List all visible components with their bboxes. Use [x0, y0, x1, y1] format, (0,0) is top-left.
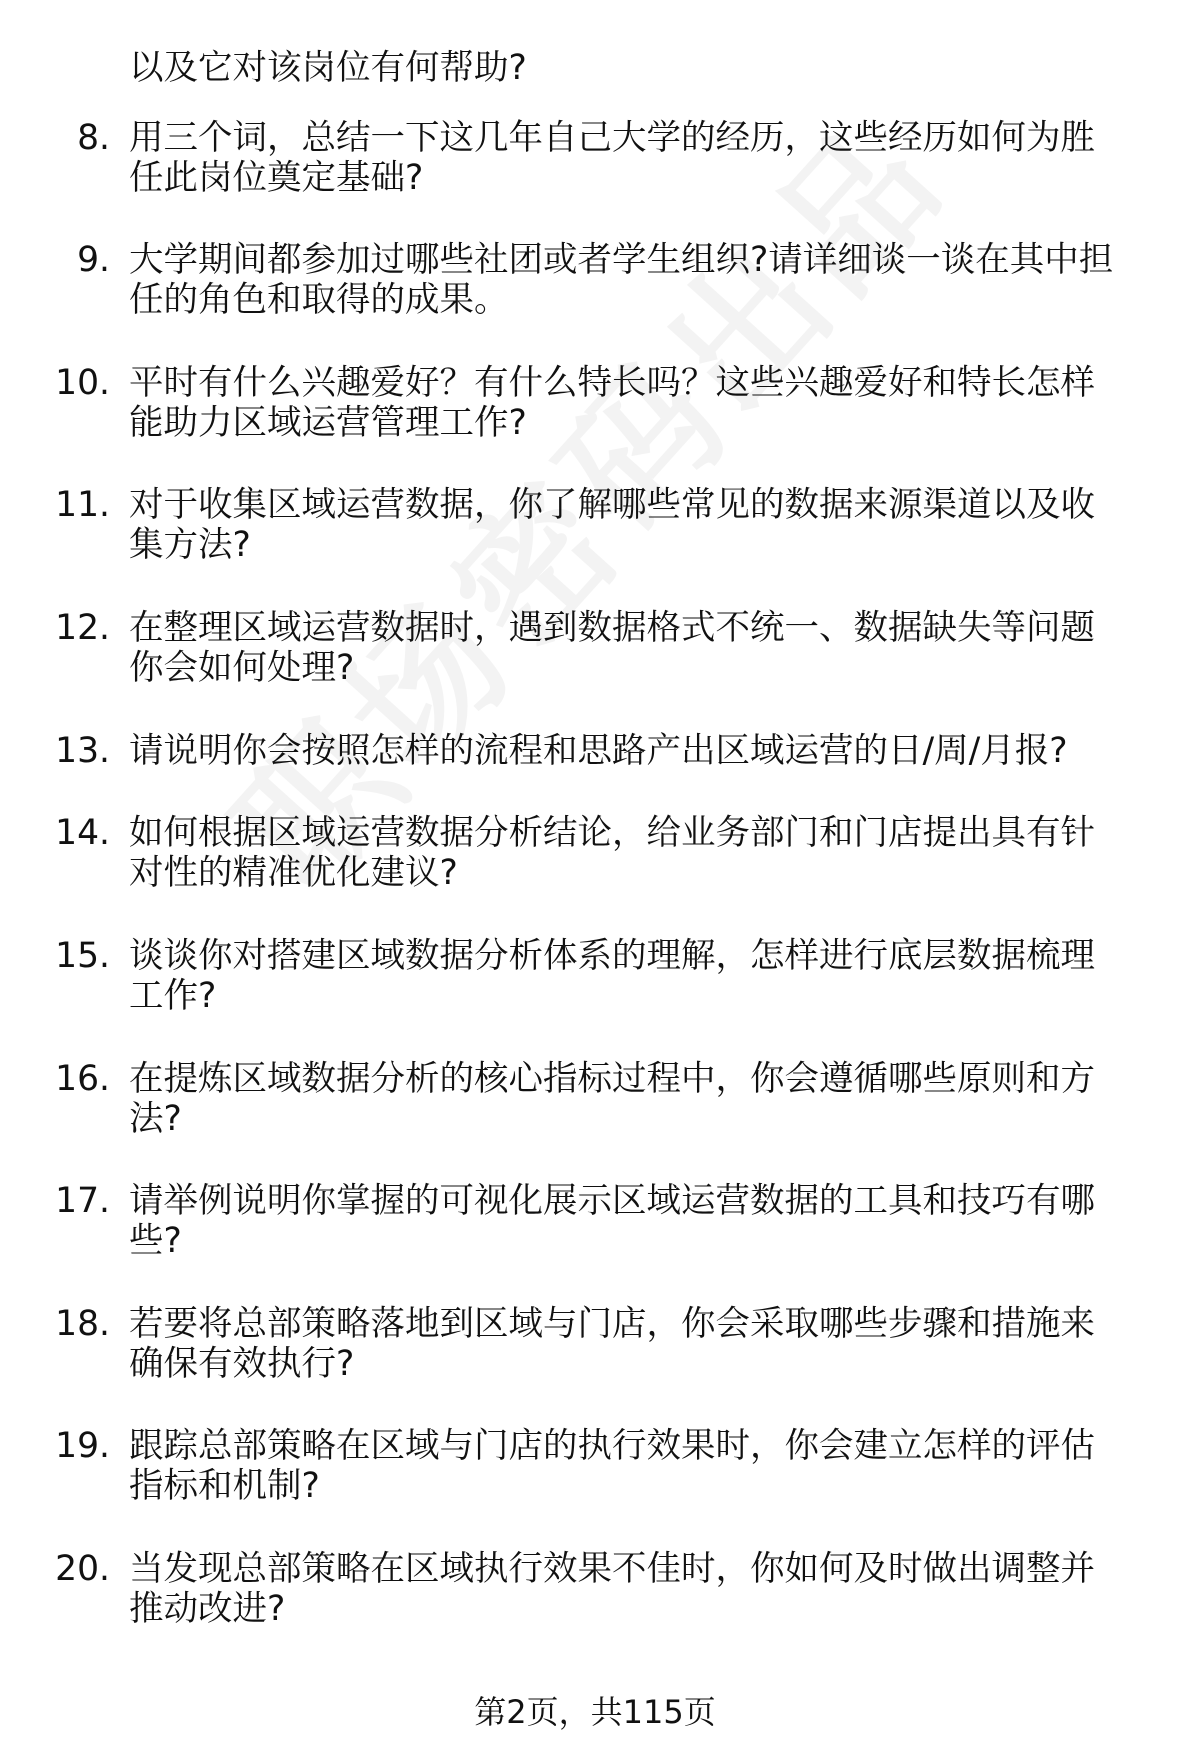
question-text-line: 任此岗位奠定基础? — [129, 158, 424, 198]
question-number: 10. — [55, 363, 110, 403]
question-text-line: 谈谈你对搭建区域数据分析体系的理解，怎样进行底层数据梳理 — [129, 936, 1095, 976]
continuation-line: 以及它对该岗位有何帮助? — [129, 48, 527, 88]
question-text-line: 工作? — [129, 976, 217, 1016]
question-text-line: 在整理区域运营数据时，遇到数据格式不统一、数据缺失等问题 — [129, 608, 1095, 648]
question-number: 14. — [55, 813, 110, 853]
question-text-line: 请举例说明你掌握的可视化展示区域运营数据的工具和技巧有哪 — [129, 1181, 1095, 1221]
question-number: 16. — [55, 1059, 110, 1099]
question-text-line: 集方法? — [129, 525, 251, 565]
question-number: 12. — [55, 608, 110, 648]
question-text-line: 指标和机制? — [129, 1466, 320, 1506]
question-number: 15. — [55, 936, 110, 976]
question-text-line: 你会如何处理? — [129, 648, 355, 688]
question-text-line: 若要将总部策略落地到区域与门店，你会采取哪些步骤和措施来 — [129, 1304, 1095, 1344]
question-text-line: 跟踪总部策略在区域与门店的执行效果时，你会建立怎样的评估 — [129, 1426, 1095, 1466]
question-text-line: 请说明你会按照怎样的流程和思路产出区域运营的日/周/月报? — [129, 731, 1068, 771]
question-number: 17. — [55, 1181, 110, 1221]
page-footer: 第2页，共115页 — [474, 1693, 716, 1731]
question-text-line: 平时有什么兴趣爱好？有什么特长吗？这些兴趣爱好和特长怎样 — [129, 363, 1095, 403]
question-text-line: 大学期间都参加过哪些社团或者学生组织?请详细谈一谈在其中担 — [129, 240, 1114, 280]
question-number: 13. — [55, 731, 110, 771]
question-text-line: 确保有效执行? — [129, 1344, 355, 1384]
question-text-line: 如何根据区域运营数据分析结论，给业务部门和门店提出具有针 — [129, 813, 1095, 853]
question-number: 9. — [77, 240, 110, 280]
question-number: 8. — [77, 118, 110, 158]
question-text-line: 任的角色和取得的成果。 — [129, 280, 509, 320]
question-text-line: 当发现总部策略在区域执行效果不佳时，你如何及时做出调整并 — [129, 1549, 1095, 1589]
question-text-line: 些? — [129, 1221, 182, 1261]
question-number: 18. — [55, 1304, 110, 1344]
question-text-line: 在提炼区域数据分析的核心指标过程中，你会遵循哪些原则和方 — [129, 1059, 1095, 1099]
question-text-line: 用三个词，总结一下这几年自己大学的经历，这些经历如何为胜 — [129, 118, 1095, 158]
question-number: 11. — [55, 485, 110, 525]
question-text-line: 推动改进? — [129, 1589, 286, 1629]
question-number: 19. — [55, 1426, 110, 1466]
question-text-line: 能助力区域运营管理工作? — [129, 403, 527, 443]
question-text-line: 法? — [129, 1099, 182, 1139]
question-number: 20. — [55, 1549, 110, 1589]
question-text-line: 对于收集区域运营数据，你了解哪些常见的数据来源渠道以及收 — [129, 485, 1095, 525]
question-text-line: 对性的精准优化建议? — [129, 853, 458, 893]
